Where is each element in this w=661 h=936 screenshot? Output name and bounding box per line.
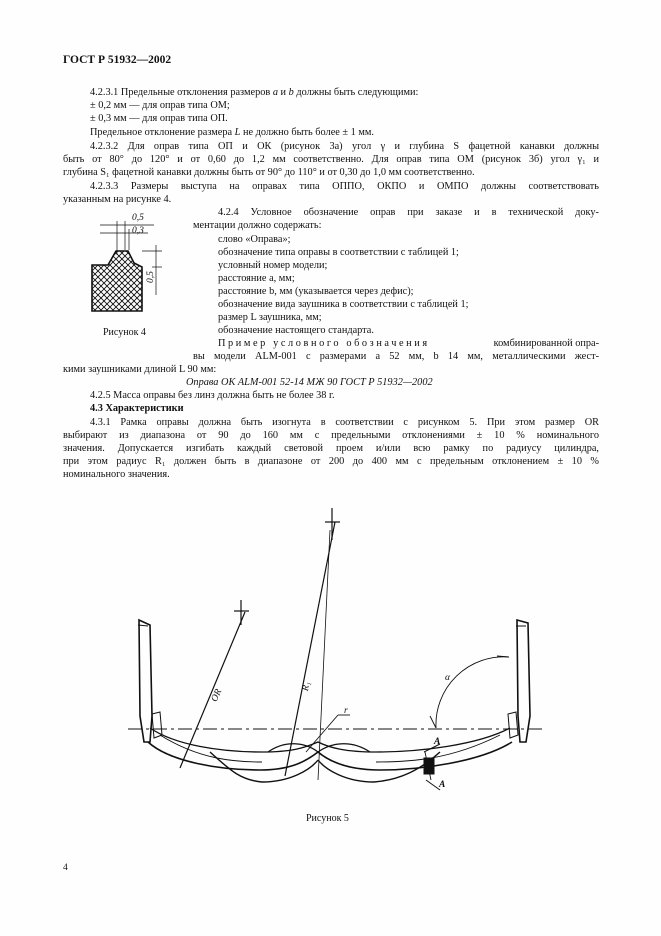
clause-4-2-3-1-pre: 4.2.3.1 Предельные отклонения размеров: [90, 87, 273, 98]
fig5-label-alpha: α: [445, 673, 450, 683]
list-item: размер L заушника, мм;: [218, 312, 322, 323]
clause-4-2-3-3-line1: 4.2.3.3 Размеры выступа на оправах типа ОППО, ОКПО и ОМПО должны соответствовать: [90, 181, 599, 192]
fig5-label-a-top: A: [434, 737, 441, 747]
clause-4-3-1-line5: номинального значения.: [63, 469, 170, 480]
tolerance-om: ± 0,2 мм — для оправ типа ОМ;: [90, 100, 230, 111]
clause-4-2-3-2-line2: быть от 80° до 120° и от 0,60 до 1,2 мм соответственно. Для оправ типа ОМ (рисунок 3б) угол γ₁ и: [63, 154, 599, 165]
list-item: расстояние a, мм;: [218, 273, 295, 284]
example-rest: комбинированной опра-: [493, 338, 599, 349]
example-line2: вы модели ALM-001 с размерами a 52 мм, b 14 мм, металлическими жест-: [193, 351, 599, 362]
clause-4-3-1-line1: 4.3.1 Рамка оправы должна быть изогнута в соответствии с рисунком 5. При этом размер OR: [90, 417, 599, 428]
list-item: обозначение типа оправы в соответствии с таблицей 1;: [218, 247, 459, 258]
fig5-label-a-bottom: A: [439, 780, 446, 790]
clause-4-3-1-line4: при этом радиус R₁ должен быть в диапазоне от 200 до 400 мм с предельным отклонением ± 10 %: [63, 456, 599, 467]
var-L: L: [234, 127, 241, 138]
page-header-title: ГОСТ Р 51932—2002: [63, 54, 172, 66]
list-item: обозначение вида заушника в соответствии с таблицей 1;: [218, 299, 469, 310]
list-item: расстояние b, мм (указывается через дефис);: [218, 286, 414, 297]
fig5-label-or: OR: [209, 687, 225, 704]
tolerance-L-pre: Предельное отклонение размера: [90, 127, 235, 138]
fig4-dim-mid: 0,3: [132, 226, 144, 236]
var-a: a: [272, 87, 278, 98]
conj-and: и: [277, 87, 289, 98]
fig5-label-r1: R₁: [300, 681, 313, 692]
var-b: b: [288, 87, 294, 98]
clause-4-3-1-line2: выбирают из диапазона от 90 до 160 мм с предельными отклонениями ± 10 % номинального: [63, 430, 599, 441]
clause-4-2-3-3-line2: указанным на рисунке 4.: [63, 194, 172, 205]
figure-5-caption: Рисунок 5: [306, 813, 349, 824]
clause-4-2-5: 4.2.5 Масса оправы без линз должна быть не более 38 г.: [90, 390, 335, 401]
clause-4-3-1-line3: значения. Допускается изгибать каждый световой проем и/или всю рамку по радиусу цилиндра,: [63, 443, 599, 454]
example-designation: Оправа ОК ALM-001 52-14 МЖ 90 ГОСТ Р 51932—2002: [186, 377, 433, 388]
fig5-label-r: r: [344, 706, 348, 716]
fig4-dim-top: 0,5: [132, 213, 144, 223]
tolerance-L-post: не должно быть более ± 1 мм.: [240, 127, 374, 138]
list-item: слово «Оправа»;: [218, 234, 291, 245]
tolerance-op: ± 0,3 мм — для оправ типа ОП.: [90, 113, 228, 124]
figure-4-caption: Рисунок 4: [103, 327, 146, 338]
section-4-3-heading: 4.3 Характеристики: [90, 403, 184, 414]
clause-4-2-3-2-line3: глубина S₁ фацетной канавки должны быть от 90° до 110° и от 0,30 до 1,0 мм соответственно.: [63, 167, 475, 178]
clause-4-2-3-1-post: должны быть следующими:: [293, 87, 419, 98]
page-number: 4: [63, 863, 68, 873]
clause-4-2-4-line2: ментации должно содержать:: [193, 220, 322, 231]
clause-4-2-3-2-line1: 4.2.3.2 Для оправ типа ОП и ОК (рисунок 3а) угол γ и глубина S фацетной канавки должны: [90, 141, 599, 152]
list-item: обозначение настоящего стандарта.: [218, 325, 374, 336]
example-spaced-label: Пример условного обозначения: [218, 338, 430, 349]
clause-4-2-4-line1: 4.2.4 Условное обозначение оправ при заказе и в технической доку-: [218, 207, 599, 218]
example-line3: кими заушниками длиной L 90 мм:: [63, 364, 217, 375]
list-item: условный номер модели;: [218, 260, 328, 271]
fig4-dim-side: 0,5: [146, 271, 156, 283]
